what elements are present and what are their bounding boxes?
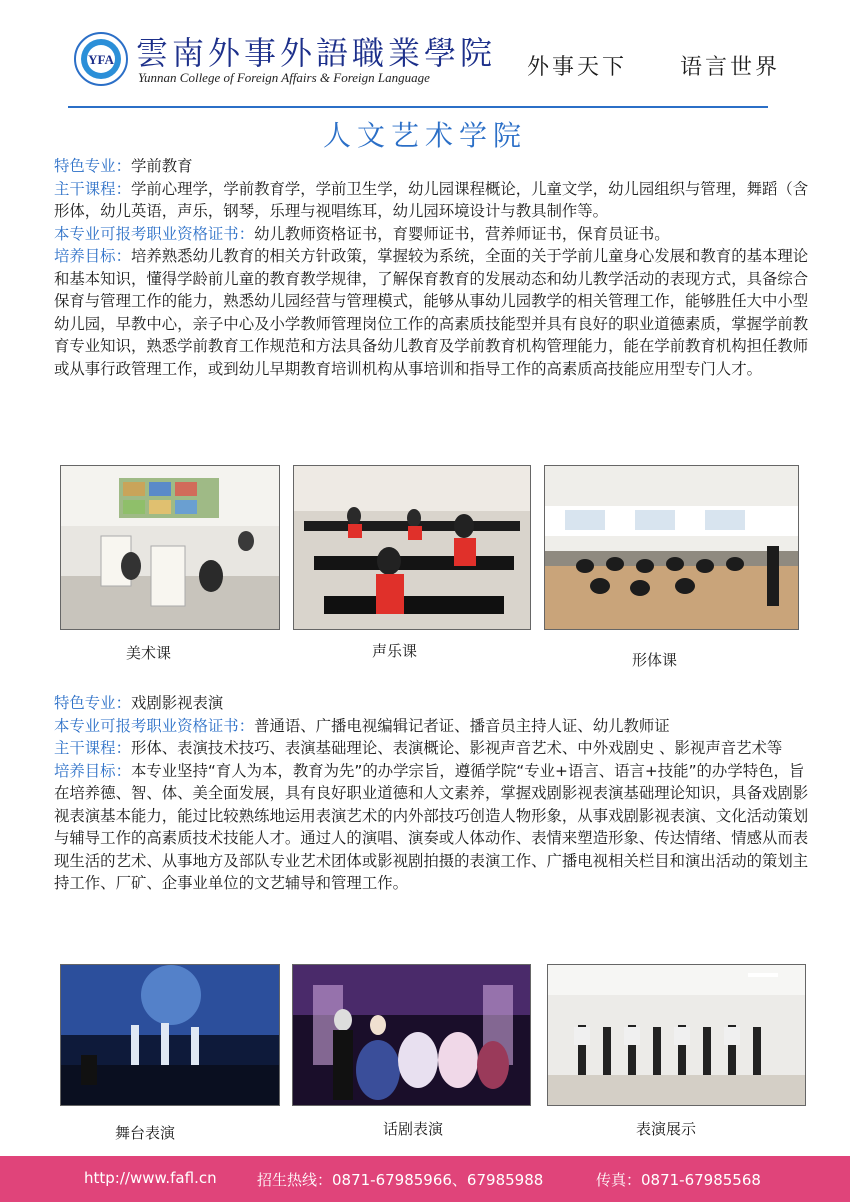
caption-art-class: 美术课 bbox=[126, 644, 172, 662]
cert-line bbox=[54, 715, 816, 738]
school-name-cn: 雲南外事外語職業學院 bbox=[136, 34, 497, 72]
goal-line bbox=[54, 245, 816, 380]
section-preschool bbox=[54, 155, 816, 380]
goal-value: 本专业坚持“育人为本，教育为先”的办学宗旨，遵循学院“专业+语言、语言+技能”的办学特色，旨在培养德、智、体、美全面发展，具有良好职业道德和人文素养，掌握戏剧影视表演基础理论知识，具备戏剧影视表演基本能力，能过比较熟练地运用表演艺术的内外部技巧创造人物形象，从事戏剧影视表演、文化活动策划与辅导工作的高素质技术技能人才。通过人的演唱、演奏或人体动作、表情来塑造形象、传达情绪、情感从而表现生活的艺术、从事地方及部队专业艺术团体或影视剧拍摄的表演工作、广播电视相关栏目和演出活动的策划主持工作、厂矿、企事业单位的文艺辅导和管理工作。 bbox=[54, 761, 809, 892]
cert-label: 本专业可报考职业资格证书： bbox=[54, 224, 255, 243]
photo-drama-performance bbox=[292, 964, 531, 1106]
courses-value: 学前心理学，学前教育学，学前卫生学，幼儿园课程概论，儿童文学，幼儿园组织与管理，舞蹈（含形体，幼儿英语，声乐，钢琴，乐理与视唱练耳，幼儿园环境设计与教具制作等。 bbox=[54, 179, 809, 220]
logo-lettering: YFA bbox=[88, 52, 114, 67]
specialty-value: 学前教育 bbox=[130, 157, 193, 175]
courses-label: 主干课程： bbox=[54, 179, 131, 198]
specialty-value: 戏剧影视表演 bbox=[130, 694, 224, 712]
college-title: 人文艺术学院 bbox=[322, 119, 527, 152]
goal-value: 培养熟悉幼儿教育的相关方针政策，掌握较为系统，全面的关于学前儿童身心发展和教育的基本理论和基本知识，懂得学龄前儿童的教育教学规律，了解保育教育的发展动态和幼儿教学活动的表现方式，具备综合保育与管理工作的能力，熟悉幼儿园经营与管理模式，能够从事幼儿园教学的相关管理工作，能够胜任大中小型幼儿园，早教中心，亲子中心及小学教师管理岗位工作的高素质技能型并具有良好的职业道德素质，掌握学前教育专业知识，熟悉学前教育工作规范和方法具备幼儿教育及学前教育机构管理能力，能在学前教育机构担任教师或从事行政管理工作，或到幼儿早期教育培训机构从事培训和指导工作的高素质高技能应用型专门人才。 bbox=[54, 247, 809, 378]
school-name-en: Yunnan College of Foreign Affairs & Foreign Language bbox=[138, 70, 430, 85]
caption-drama-performance: 话剧表演 bbox=[383, 1120, 444, 1138]
photo-performance-showcase bbox=[547, 964, 806, 1106]
courses-line bbox=[54, 178, 816, 223]
photo-vocal-class bbox=[293, 465, 531, 630]
school-logo bbox=[74, 32, 128, 86]
photo-art-class bbox=[60, 465, 280, 630]
page-footer bbox=[0, 1156, 850, 1202]
footer-hotline: 招生热线：0871-67985966、67985988 bbox=[257, 1171, 544, 1189]
caption-stage-performance: 舞台表演 bbox=[115, 1124, 176, 1142]
specialty-line bbox=[54, 692, 816, 715]
goal-label: 培养目标： bbox=[54, 761, 131, 780]
goal-line bbox=[54, 760, 816, 895]
cert-line bbox=[54, 223, 816, 246]
specialty-line bbox=[54, 155, 816, 178]
footer-url[interactable]: http://www.fafl.cn bbox=[84, 1169, 217, 1187]
photo-dance-class bbox=[544, 465, 799, 630]
cert-value: 普通语、广播电视编辑记者证、播音员主持人证、幼儿教师证 bbox=[254, 716, 670, 735]
header-divider bbox=[68, 106, 768, 108]
courses-label: 主干课程： bbox=[54, 739, 131, 757]
section-drama bbox=[54, 692, 816, 895]
footer-fax: 传真：0871-67985568 bbox=[596, 1171, 761, 1189]
specialty-label: 特色专业： bbox=[54, 694, 131, 712]
slogan-2: 语言世界 bbox=[680, 55, 781, 80]
cert-value: 幼儿教师资格证书，育婴师证书，营养师证书，保育员证书。 bbox=[254, 224, 670, 243]
slogan-1: 外事天下 bbox=[527, 55, 628, 80]
caption-dance-class: 形体课 bbox=[632, 651, 678, 669]
photo-stage-performance bbox=[60, 964, 280, 1106]
courses-value: 形体、表演技术技巧、表演基础理论、表演概论、影视声音艺术、中外戏剧史 、影视声音艺术等 bbox=[130, 739, 783, 757]
courses-line bbox=[54, 737, 816, 760]
page-header bbox=[0, 0, 850, 110]
caption-vocal-class: 声乐课 bbox=[372, 642, 418, 660]
caption-performance-showcase: 表演展示 bbox=[636, 1120, 697, 1138]
specialty-label: 特色专业： bbox=[54, 157, 131, 175]
cert-label: 本专业可报考职业资格证书： bbox=[54, 716, 255, 735]
goal-label: 培养目标： bbox=[54, 247, 131, 265]
